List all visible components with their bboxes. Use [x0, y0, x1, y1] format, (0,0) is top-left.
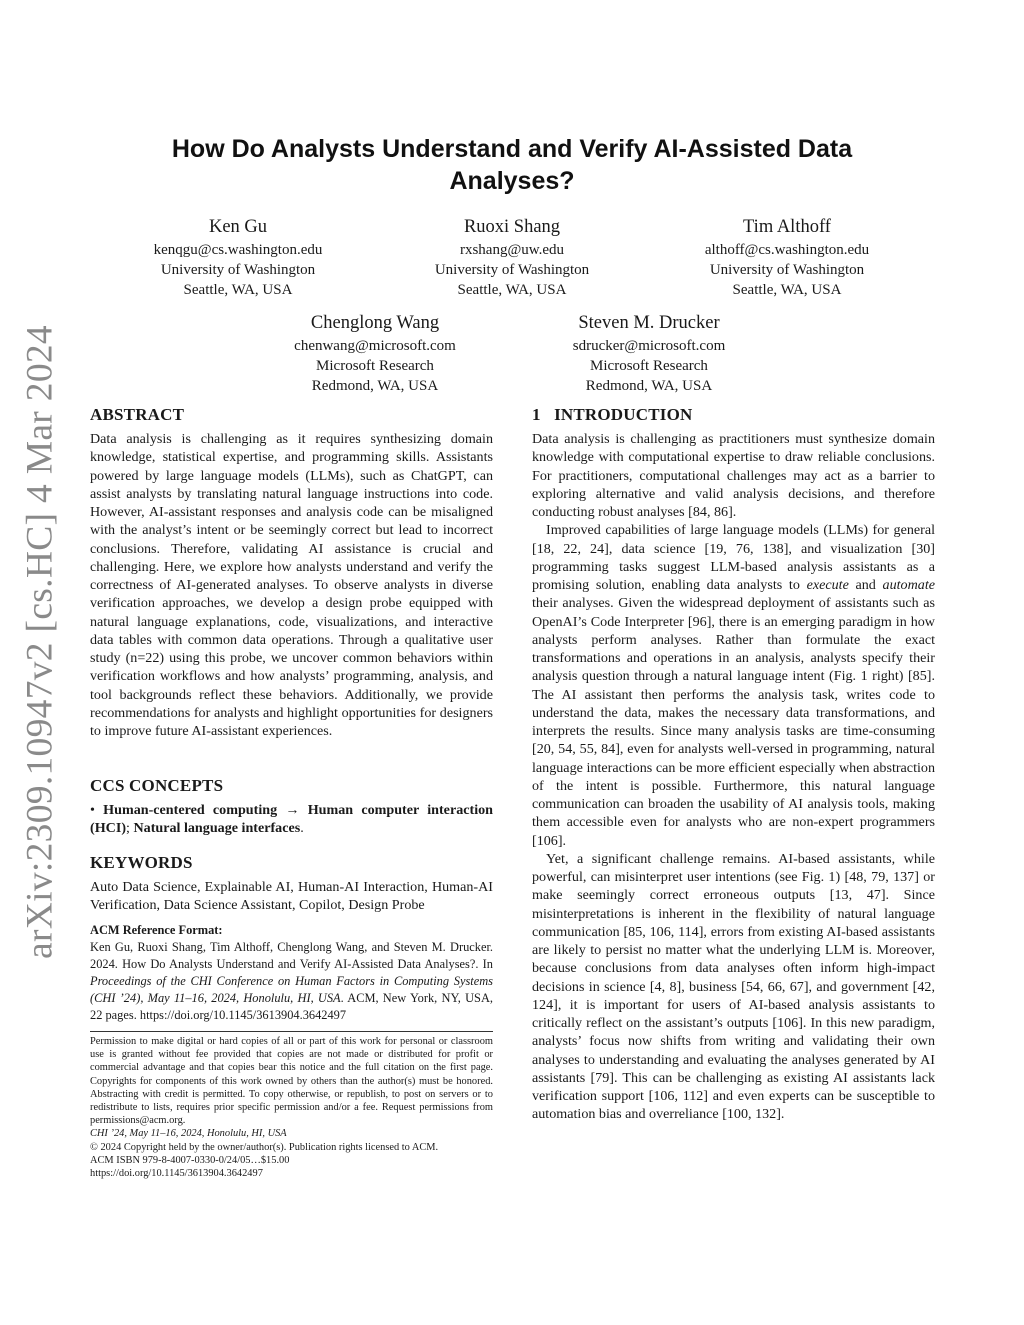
author-affiliation: University of Washington — [160, 262, 316, 278]
author-block — [362, 215, 662, 300]
intro-paragraph-3: Yet, a significant challenge remains. AI-based assistants, while powerful, can misinterpret user intentions (see Fig. 1) [48, 79, 137] or make seemingly correct erroneous outputs [13, 47]. Since misinterpretations is inherent in the flexibility of natural language communication [85, 106, 114], errors from existing AI-based assistants are likely to persist no matter what the underlying LLM is. Moreover, because conclusions from data analyses often inform high-impact decisions in science [4, 8], business [54, 66, 67], and government [42, 124], it is important for users of AI-based analysis assistants to critically reflect on the assistant’s outputs [106]. In this new paradigm, analysts’ focus now shifts from writing and validating their own analyses to understanding and evaluating the analyses generated by AI assistants [79]. This can be challenging as existing AI assistants lack verification support [106, 112] and even experts can be susceptible to automation bias and overreliance [100, 132]. — [532, 850, 935, 1123]
copyright-notice: © 2024 Copyright held by the owner/author(s). Publication rights licensed to ACM. — [90, 1141, 439, 1153]
author-location: Redmond, WA, USA — [585, 378, 713, 394]
author-email[interactable]: sdrucker@microsoft.com — [572, 338, 726, 354]
copyright-footnote — [90, 1035, 493, 1180]
author-name: Steven M. Drucker — [578, 313, 720, 333]
author-name: Ruoxi Shang — [463, 217, 561, 237]
reference-format-text — [90, 939, 493, 1024]
conference-info: CHI ’24, May 11–16, 2024, Honolulu, HI, USA — [90, 1128, 287, 1140]
keywords-text: Auto Data Science, Explainable AI, Human-AI Interaction, Human-AI Verification, Data Science Assistant, Copilot, Design Probe — [90, 879, 493, 914]
doi-link[interactable]: https://doi.org/10.1145/3613904.3642497 — [90, 1168, 263, 1180]
acm-reference-format — [90, 922, 493, 1024]
intro-paragraph-1: Data analysis is challenging as practitioners must synthesize domain knowledge with computational expertise to draw reliable conclusions. For practitioners, computational challenges may act as a barrier to exploring alternative and valid analysis decisions, and therefore conducting robust analyses [84, 86]. — [532, 431, 935, 520]
paper-title: How Do Analysts Understand and Verify AI-Assisted Data Analyses? — [171, 135, 853, 195]
author-block — [88, 215, 388, 300]
author-affiliation: University of Washington — [709, 262, 865, 278]
reference-tail[interactable]: . ACM, New York, NY, USA, 22 pages. https://doi.org/10.1145/3613904.3642497 — [90, 991, 493, 1022]
ccs-arrow: → — [285, 802, 300, 818]
author-location: Seattle, WA, USA — [183, 282, 293, 298]
ccs-text — [90, 801, 493, 838]
author-email[interactable]: althoff@cs.washington.edu — [704, 242, 870, 258]
ccs-concept-1: Human-centered computing — [103, 802, 278, 818]
ccs-separator: ; — [126, 820, 134, 837]
author-email[interactable]: rxshang@uw.edu — [459, 242, 565, 258]
author-block — [637, 215, 937, 300]
section-title: INTRODUCTION — [554, 405, 693, 424]
abstract-heading: ABSTRACT — [90, 405, 185, 424]
section-number: 1 — [532, 405, 541, 424]
ccs-heading: CCS CONCEPTS — [90, 776, 224, 795]
abstract-text: Data analysis is challenging as it requires synthesizing domain knowledge, statistical expertise, and programming skills. Assistants powered by large language models (LLMs), such as ChatGPT, can assist analysts by translating natural language instructions into code. However, AI-assistant responses and analysis code can be misaligned with the analyst’s intent or be seemingly correct but lead to incorrect conclusions. Therefore, validating AI assistance is crucial and challenging. Here, we explore how analysts understand and verify the correctness of AI-generated analyses. To observe analysts in diverse verification approaches, we develop a design probe equipped with natural language explanations, code, visualizations, and interactive data tables with common data operations. Through a qualitative user study (n=22) using this probe, we uncover common behaviors within verification workflows and how analysts’ programming, analysis, and tool backgrounds reflect these behaviors. Additionally, we provide recommendations for analysts and highlight opportunities for designers to improve future AI-assistant experiences. — [90, 431, 493, 739]
introduction-section — [532, 405, 935, 1124]
author-name: Ken Gu — [208, 217, 268, 237]
author-location: Redmond, WA, USA — [311, 378, 439, 394]
keywords-section — [90, 853, 493, 915]
author-block — [499, 311, 799, 396]
author-location: Seattle, WA, USA — [732, 282, 842, 298]
permission-notice: Permission to make digital or hard copies of all or part of this work for personal or classroom use is granted without fee provided that copies are not made or distributed for profit or commercial advantage and that copies bear this notice and the full citation on the first page. Copyrights for components of this work owned by others than the author(s) must be honored. Abstracting with credit is permitted. To copy otherwise, or republish, to post on servers or to redistribute to lists, requires prior specific permission and/or a fee. Request permissions from permissions@acm.org. — [90, 1036, 493, 1127]
intro-p2-part-c: their analyses. Given the widespread deployment of assistants such as OpenAI’s Code Interpreter [96], there is an emerging paradigm in how analysts perform analyses. Rather than formulate the exact transformations and operations in an analysis, analysts specify their analysis question through a natural language intent (Fig. 1 right) [85]. The AI assistant then performs the analysis task, writes code to understand the data, makes the necessary data transformations, and interprets the results. Since many analysis tasks are time-consuming [20, 54, 55, 84], even for analysts well-versed in programming, natural language interactions can be more efficient especially when abstraction of the intent is possible. Furthermore, this natural language communication can broaden the usability of AI analysis tools, making them accessible even for analysts who are non-expert programmers [106]. — [532, 595, 935, 849]
ccs-end: . — [300, 820, 304, 837]
footnote-divider — [90, 1031, 493, 1032]
reference-venue: Proceedings of the CHI Conference on Human Factors in Computing Systems (CHI ’24), May 11–16, 2024, Honolulu, HI, USA — [90, 974, 493, 1005]
intro-p2-emphasis-automate: automate — [882, 577, 935, 593]
abstract-section — [90, 405, 493, 740]
author-name: Tim Althoff — [743, 217, 831, 237]
reference-format-label: ACM Reference Format: — [90, 923, 223, 937]
intro-paragraph-2 — [532, 521, 935, 850]
author-block — [225, 311, 525, 396]
ccs-concept-3: Natural language interfaces — [133, 820, 301, 837]
author-email[interactable]: chenwang@microsoft.com — [294, 338, 456, 354]
arxiv-id-text[interactable]: arXiv:2309.10947v2 [cs.HC] 4 Mar 2024 — [19, 325, 61, 959]
ccs-bullet: • — [90, 802, 95, 818]
keywords-heading: KEYWORDS — [90, 853, 193, 872]
author-affiliation: Microsoft Research — [316, 358, 434, 374]
author-affiliation: University of Washington — [434, 262, 590, 278]
ccs-concept-2: Human computer interaction (HCI) — [90, 802, 493, 837]
author-email[interactable]: kenqgu@cs.washington.edu — [153, 242, 323, 258]
reference-authors: Ken Gu, Ruoxi Shang, Tim Althoff, Chenglong Wang, and Steven M. Drucker. 2024. How Do Analysts Understand and Verify AI-Assisted Data Analyses?. In — [90, 940, 493, 971]
intro-p2-part-a: Improved capabilities of large language models (LLMs) for general [18, 22, 24], data science [19, 76, 138], and visualization [30] programming tasks suggest LLM-based analysis assistants as a promising solution, enabling data analysts to — [532, 522, 935, 593]
intro-p2-emphasis-execute: execute — [806, 577, 849, 593]
isbn-text: ACM ISBN 979-8-4007-0330-0/24/05…$15.00 — [90, 1154, 290, 1166]
introduction-heading — [532, 405, 935, 425]
author-name: Chenglong Wang — [310, 313, 440, 333]
intro-p2-part-b: and — [848, 577, 883, 593]
ccs-section — [90, 776, 493, 838]
author-location: Seattle, WA, USA — [457, 282, 567, 298]
arxiv-identifier-stamp — [10, 0, 70, 1325]
author-affiliation: Microsoft Research — [590, 358, 708, 374]
